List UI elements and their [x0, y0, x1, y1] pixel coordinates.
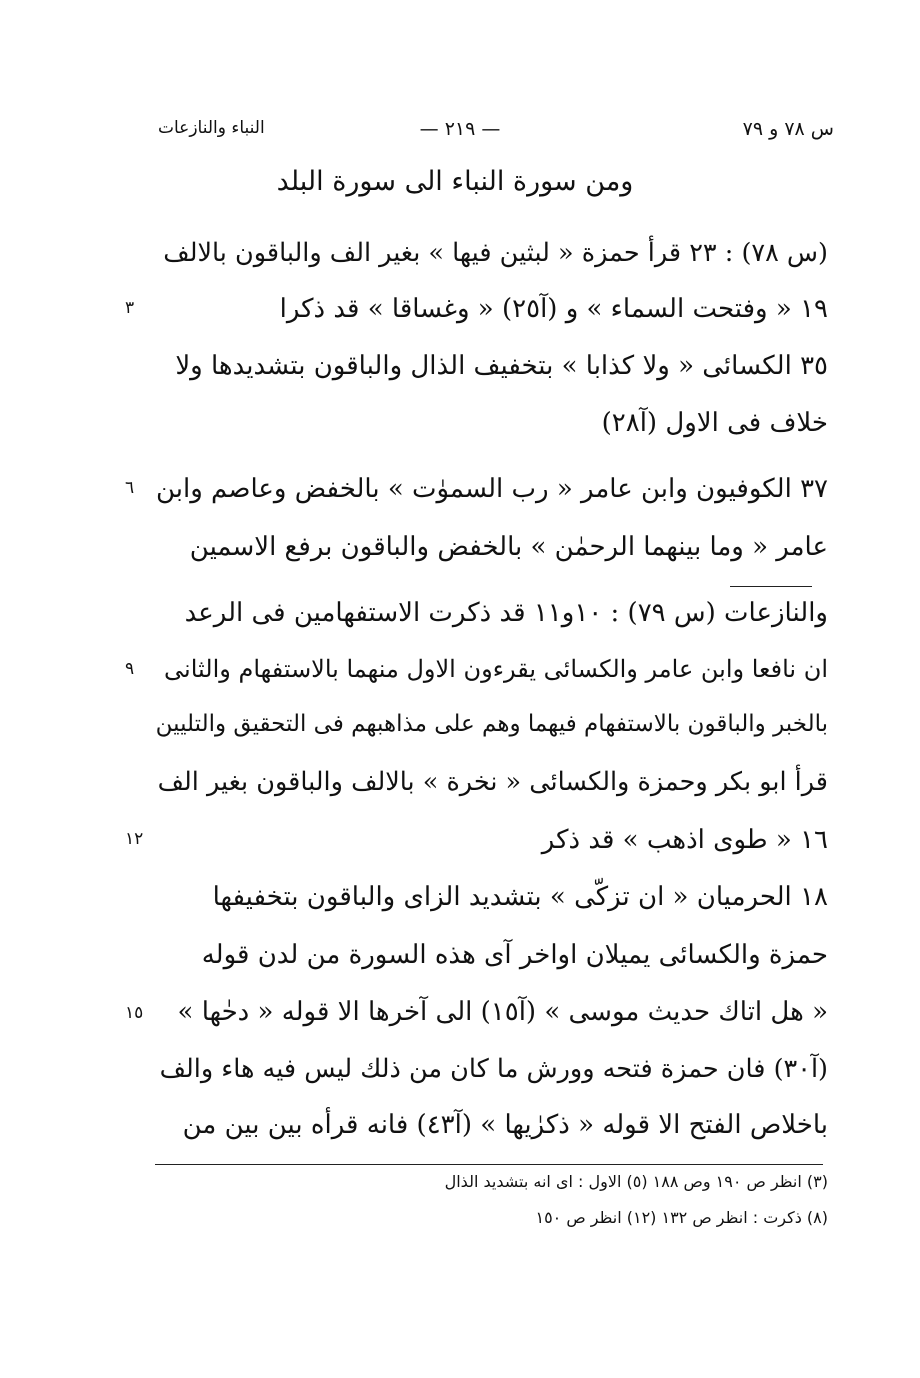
section-heading: ومن سورة النباء الى سورة البلد: [276, 166, 634, 197]
footnote: (٨) ذكرت : انظر ص ١٣٢ (١٢) انظر ص ١٥٠: [535, 1208, 828, 1227]
text-line: قرأ ابو بكر وحمزة والكسائى « نخرة » بالالف والباقون بغير الف: [157, 767, 828, 797]
text-line: حمزة والكسائى يميلان اواخر آى هذه السورة من لدن قوله: [201, 940, 828, 970]
text-line: ٣٥ الكسائى « ولا كذابا » بتخفيف الذال والباقون بتشديدها ولا: [175, 351, 828, 381]
text-line: (آ٣٠) فان حمزة فتحه وورش ما كان من ذلك ليس فيه هاء والف: [159, 1054, 828, 1084]
text-line: بالخبر والباقون بالاستفهام فيهما وهم على مذاهبهم فى التحقيق والتليين: [155, 711, 828, 737]
text-line: ١٦ « طوى اذهب » قد ذكر: [541, 825, 828, 855]
text-line: عامر « وما بينهما الرحمٰن » بالخفض والباقون برفع الاسمين: [189, 532, 828, 562]
text-line: ان نافعا وابن عامر والكسائى يقرءون الاول منهما بالاستفهام والثانى: [164, 655, 828, 683]
header-surah-numbers: س ٧٨ و ٧٩: [742, 118, 834, 140]
footnote-rule: [155, 1164, 823, 1165]
text-line: باخلاص الفتح الا قوله « ذكرٰيها » (آ٤٣) فانه قرأه بين بين من: [182, 1110, 828, 1140]
footnote: (٣) انظر ص ١٩٠ وص ١٨٨ (٥) الاول : اى انه بتشديد الذال: [444, 1172, 828, 1191]
line-number: ١٥: [125, 1003, 144, 1023]
text-line: (س ٧٨) : ٢٣ قرأ حمزة « لبثين فيها » بغير الف والباقون بالالف: [163, 238, 828, 268]
text-line: خلاف فى الاول (آ٢٨): [601, 408, 828, 438]
text-line: ٣٧ الكوفيون وابن عامر « رب السموٰت » بالخفض وعاصم وابن: [155, 474, 828, 504]
header-page-number: — ٢١٩ —: [419, 118, 501, 140]
text-line: ١٨ الحرميان « ان تزكّى » بتشديد الزاى والباقون بتخفيفها: [212, 882, 828, 912]
line-number: ١٢: [125, 829, 144, 849]
text-line: والنازعات (س ٧٩) : ١٠و١١ قد ذكرت الاستفهامين فى الرعد: [184, 598, 828, 628]
header-surah-names: النباء والنازعات: [158, 118, 265, 138]
line-number: ٣: [125, 298, 135, 318]
line-number: ٦: [125, 478, 135, 498]
text-line: ١٩ « وفتحت السماء » و (آ٢٥) « وغساقا » قد ذكرا: [279, 294, 828, 324]
text-line: « هل اتاك حديث موسى » (آ١٥) الى آخرها الا قوله « دحٰها »: [177, 997, 828, 1027]
separator: [730, 586, 812, 587]
line-number: ٩: [125, 659, 135, 679]
